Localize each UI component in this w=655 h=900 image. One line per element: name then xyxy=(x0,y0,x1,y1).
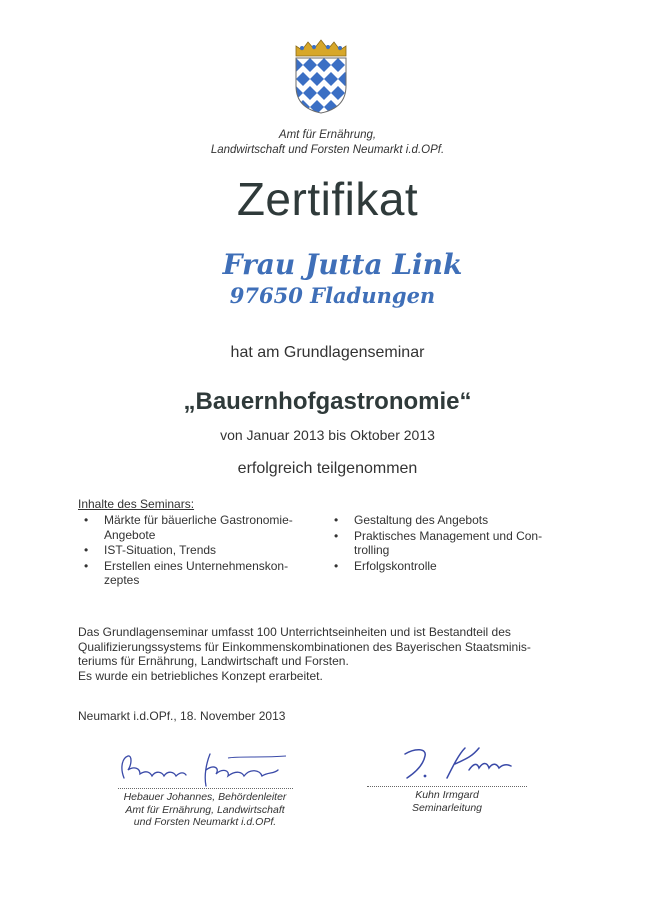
signature-block-right xyxy=(362,740,532,814)
signature-line xyxy=(118,788,293,789)
recipient-name: Frau Jutta Link xyxy=(222,248,463,281)
signature-kuhn-icon xyxy=(367,740,527,786)
description-line: Qualifizierungssystems für Einkommenskombinationen des Bayerischen Staatsminis- xyxy=(78,639,531,654)
contents-right-column xyxy=(332,513,572,574)
signature-hebauer-icon xyxy=(110,750,300,788)
description-line: Es wurde ein betriebliches Konzept erarbeitet. xyxy=(78,668,323,683)
contents-heading: Inhalte des Seminars: xyxy=(78,497,195,511)
place-and-date: Neumarkt i.d.OPf., 18. November 2013 xyxy=(78,709,286,723)
recipient-city: 97650 Fladungen xyxy=(229,283,436,308)
authority-line-1: Amt für Ernährung, xyxy=(278,129,377,141)
signatory-left-office-1: Amt für Ernährung, Landwirtschaft xyxy=(125,803,285,816)
bavarian-crest-icon xyxy=(292,38,350,114)
contents-item: • Praktisches Management und Con- trolling xyxy=(332,529,572,558)
contents-item: • Erfolgskontrolle xyxy=(332,559,572,574)
recipient-block xyxy=(0,248,655,310)
signature-line xyxy=(367,786,527,787)
contents-item: • IST-Situation, Trends xyxy=(82,543,322,558)
seminar-name: „Bauernhofgastronomie“ xyxy=(183,388,472,415)
seminar-period: von Januar 2013 bis Oktober 2013 xyxy=(220,427,435,443)
contents-left-column xyxy=(82,513,322,589)
authority-line-2: Landwirtschaft und Forsten Neumarkt i.d.OPf. xyxy=(210,144,445,156)
completion-statement: erfolgreich teilgenommen xyxy=(237,460,418,477)
contents-item: • Gestaltung des Angebots xyxy=(332,513,572,528)
description-line: teriums für Ernährung, Landwirtschaft und Forsten. xyxy=(78,654,349,668)
contents-item: • Erstellen eines Unternehmenskon- zeptes xyxy=(82,559,322,588)
signatory-right-role: Seminarleitung xyxy=(411,801,483,814)
signatory-left-office-2: und Forsten Neumarkt i.d.OPf. xyxy=(133,816,277,828)
seminar-intro: hat am Grundlagenseminar xyxy=(230,344,425,361)
description-line: Das Grundlagenseminar umfasst 100 Unterrichtseinheiten und ist Bestandteil des xyxy=(78,625,511,639)
signatory-left-name: Hebauer Johannes, Behördenleiter xyxy=(123,791,287,803)
issuing-authority xyxy=(0,128,655,158)
seminar-description xyxy=(78,625,566,683)
contents-item: • Märkte für bäuerliche Gastronomie- Angebote xyxy=(82,513,322,542)
signatory-right-name: Kuhn Irmgard xyxy=(415,789,479,801)
page-title: Zertifikat xyxy=(236,173,419,225)
signature-block-left xyxy=(100,750,310,829)
